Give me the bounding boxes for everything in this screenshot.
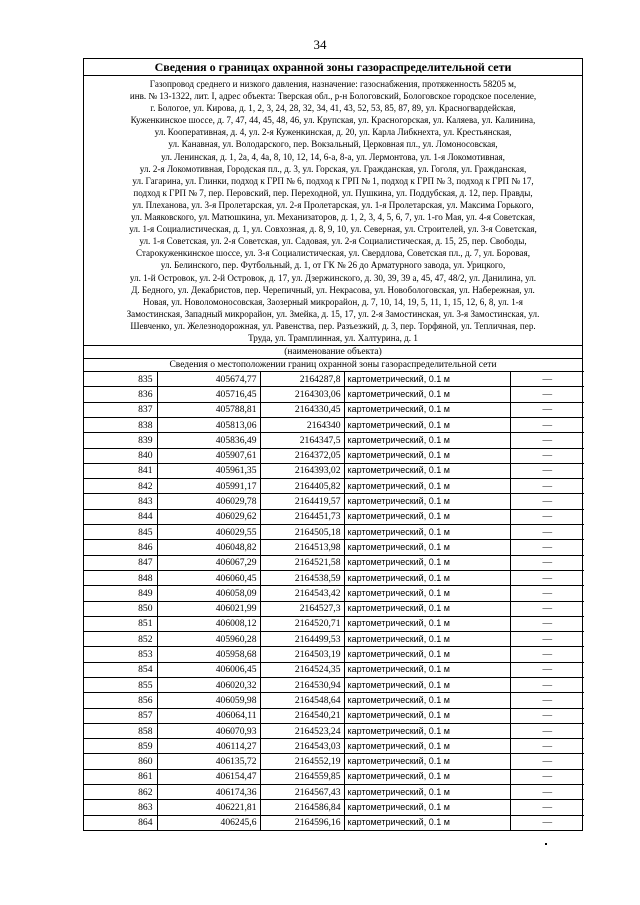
document-table-frame [83, 58, 583, 831]
y-coordinate-cell: 2164540,21 [260, 708, 344, 723]
description-line: ул. Ленинская, д. 1, 2а, 4, 4а, 8, 10, 12, 14, 6-а, 8-а, ул. Лермонтова, ул. 1-я Локомотивная, [161, 151, 505, 162]
description-line: ул. Канавная, ул. Володарского, пер. Вокзальный, Церковная пл., ул. Ломоносовская, [168, 139, 498, 150]
x-coordinate-cell: 406070,93 [157, 723, 260, 738]
y-coordinate-cell: 2164405,82 [260, 479, 344, 494]
point-number-cell: 852 [84, 632, 157, 647]
x-coordinate-cell: 405716,45 [157, 387, 260, 402]
method-cell: картометрический, 0.1 м [344, 586, 510, 601]
point-number-cell: 837 [84, 402, 157, 417]
error-cell: — [510, 647, 584, 662]
x-coordinate-cell: 406029,55 [157, 525, 260, 540]
error-cell: — [510, 570, 584, 585]
table-row [84, 448, 584, 463]
error-cell: — [510, 601, 584, 616]
y-coordinate-cell: 2164527,3 [260, 601, 344, 616]
x-coordinate-cell: 406245,6 [157, 815, 260, 830]
y-coordinate-cell: 2164552,19 [260, 754, 344, 769]
x-coordinate-cell: 405674,77 [157, 372, 260, 387]
method-cell: картометрический, 0.1 м [344, 494, 510, 509]
error-cell: — [510, 448, 584, 463]
y-coordinate-cell: 2164513,98 [260, 540, 344, 555]
method-cell: картометрический, 0.1 м [344, 800, 510, 815]
method-cell: картометрический, 0.1 м [344, 417, 510, 432]
y-coordinate-cell: 2164451,73 [260, 509, 344, 524]
method-cell: картометрический, 0.1 м [344, 632, 510, 647]
method-cell: картометрический, 0.1 м [344, 402, 510, 417]
method-cell: картометрический, 0.1 м [344, 555, 510, 570]
y-coordinate-cell: 2164543,42 [260, 586, 344, 601]
table-row [84, 647, 584, 662]
method-cell: картометрический, 0.1 м [344, 708, 510, 723]
page-number: 34 [313, 37, 327, 52]
error-cell: — [510, 785, 584, 800]
x-coordinate-cell: 406021,99 [157, 601, 260, 616]
y-coordinate-cell: 2164499,53 [260, 632, 344, 647]
method-cell: картометрический, 0.1 м [344, 616, 510, 631]
point-number-cell: 855 [84, 678, 157, 693]
table-row [84, 815, 584, 830]
table-row [84, 601, 584, 616]
method-cell: картометрический, 0.1 м [344, 785, 510, 800]
table-row [84, 632, 584, 647]
table-row [84, 402, 584, 417]
point-number-cell: 843 [84, 494, 157, 509]
y-coordinate-cell: 2164372,05 [260, 448, 344, 463]
description-line: ул. Кооперативная, д. 4, ул. 2-я Куженкинская, д. 20, ул. Карла Либкнехта, ул. Крестьянская, [154, 127, 512, 138]
method-cell: картометрический, 0.1 м [344, 509, 510, 524]
table-row [84, 785, 584, 800]
point-number-cell: 850 [84, 601, 157, 616]
table-row [84, 540, 584, 555]
object-description [84, 76, 582, 345]
point-number-cell: 845 [84, 525, 157, 540]
point-number-cell: 839 [84, 433, 157, 448]
y-coordinate-cell: 2164567,43 [260, 785, 344, 800]
y-coordinate-cell: 2164548,64 [260, 693, 344, 708]
y-coordinate-cell: 2164520,71 [260, 616, 344, 631]
method-cell: картометрический, 0.1 м [344, 570, 510, 585]
y-coordinate-cell: 2164505,18 [260, 525, 344, 540]
point-number-cell: 849 [84, 586, 157, 601]
x-coordinate-cell: 406060,45 [157, 570, 260, 585]
error-cell: — [510, 616, 584, 631]
error-cell: — [510, 463, 584, 478]
point-number-cell: 858 [84, 723, 157, 738]
error-cell: — [510, 540, 584, 555]
x-coordinate-cell: 406029,78 [157, 494, 260, 509]
x-coordinate-cell: 406029,62 [157, 509, 260, 524]
y-coordinate-cell: 2164330,45 [260, 402, 344, 417]
table-row [84, 739, 584, 754]
method-cell: картометрический, 0.1 м [344, 448, 510, 463]
x-coordinate-cell: 406064,11 [157, 708, 260, 723]
x-coordinate-cell: 406221,81 [157, 800, 260, 815]
point-number-cell: 861 [84, 769, 157, 784]
description-line: подход к ГРП № 7, пер. Перовский, пер. Переходной, ул. Пушкина, ул. Поддубская, д. 12, пер. Правды, [133, 187, 533, 198]
x-coordinate-cell: 406114,27 [157, 739, 260, 754]
y-coordinate-cell: 2164340 [260, 417, 344, 432]
error-cell: — [510, 800, 584, 815]
description-line: ул. Гагарина, ул. Глинки, подход к ГРП № 6, подход к ГРП № 1, подход к ГРП № 3, подход к ГРП № 17, [132, 175, 534, 186]
table-row [84, 417, 584, 432]
description-line: ул. 1-я Советская, ул. 2-я Советская, ул. Садовая, ул. 2-я Социалистическая, д. 15, 25, пер. Свободы, [139, 236, 527, 247]
error-cell: — [510, 662, 584, 677]
method-cell: картометрический, 0.1 м [344, 433, 510, 448]
x-coordinate-cell: 406067,29 [157, 555, 260, 570]
x-coordinate-cell: 406006,45 [157, 662, 260, 677]
description-line: ул. 1-я Социалистическая, д. 1, ул. Совхозная, д. 8, 9, 10, ул. Северная, ул. Строителей, ул. 3-я Советская, [129, 224, 537, 235]
section-title: Сведения о границах охранной зоны газораспределительной сети [84, 59, 582, 76]
method-cell: картометрический, 0.1 м [344, 723, 510, 738]
x-coordinate-cell: 405961,35 [157, 463, 260, 478]
x-coordinate-cell: 406048,82 [157, 540, 260, 555]
method-cell: картометрический, 0.1 м [344, 387, 510, 402]
description-line: Газопровод среднего и низкого давления, назначение: газоснабжения, протяженность 58205 м, [149, 79, 517, 89]
y-coordinate-cell: 2164538,59 [260, 570, 344, 585]
point-number-cell: 857 [84, 708, 157, 723]
table-row [84, 693, 584, 708]
y-coordinate-cell: 2164530,94 [260, 678, 344, 693]
x-coordinate-cell: 405960,28 [157, 632, 260, 647]
description-line: Д. Бедного, ул. Декабристов, пер. Черепичный, ул. Некрасова, ул. Новобологовская, ул. Набережная, ул. [131, 284, 535, 295]
y-coordinate-cell: 2164596,16 [260, 815, 344, 830]
error-cell: — [510, 769, 584, 784]
method-cell: картометрический, 0.1 м [344, 647, 510, 662]
table-row [84, 708, 584, 723]
error-cell: — [510, 723, 584, 738]
description-line: Замостинская, Западный микрорайон, ул. Змейка, д. 15, 17, ул. 2-я Замостинская, ул. 3-я Замостинская, ул. [126, 308, 540, 319]
method-cell: картометрический, 0.1 м [344, 525, 510, 540]
point-number-cell: 844 [84, 509, 157, 524]
error-cell: — [510, 555, 584, 570]
table-row [84, 525, 584, 540]
method-cell: картометрический, 0.1 м [344, 815, 510, 830]
error-cell: — [510, 372, 584, 387]
point-number-cell: 863 [84, 800, 157, 815]
y-coordinate-cell: 2164287,8 [260, 372, 344, 387]
error-cell: — [510, 509, 584, 524]
point-number-cell: 847 [84, 555, 157, 570]
x-coordinate-cell: 405836,49 [157, 433, 260, 448]
point-number-cell: 846 [84, 540, 157, 555]
description-line: Труда, ул. Трамплинная, ул. Халтурина, д. 1 [248, 332, 418, 343]
point-number-cell: 841 [84, 463, 157, 478]
x-coordinate-cell: 406008,12 [157, 616, 260, 631]
point-number-cell: 862 [84, 785, 157, 800]
table-row [84, 586, 584, 601]
x-coordinate-cell: 406058,09 [157, 586, 260, 601]
table-row [84, 509, 584, 524]
error-cell: — [510, 678, 584, 693]
x-coordinate-cell: 406135,72 [157, 754, 260, 769]
description-line: Куженкинское шоссе, д. 7, 47, 44, 45, 48, 46, ул. Крупская, ул. Красногорская, ул. Каляева, ул. Калинина, [130, 115, 536, 126]
error-cell: — [510, 754, 584, 769]
y-coordinate-cell: 2164393,02 [260, 463, 344, 478]
error-cell: — [510, 479, 584, 494]
description-line: ул. Плеханова, ул. 3-я Пролетарская, ул. 2-я Пролетарская, ул. 1-я Пролетарская, ул. Максима Горького, [132, 199, 534, 210]
method-cell: картометрический, 0.1 м [344, 479, 510, 494]
y-coordinate-cell: 2164524,35 [260, 662, 344, 677]
x-coordinate-cell: 405991,17 [157, 479, 260, 494]
error-cell: — [510, 632, 584, 647]
point-number-cell: 851 [84, 616, 157, 631]
error-cell: — [510, 586, 584, 601]
error-cell: — [510, 815, 584, 830]
error-cell: — [510, 525, 584, 540]
x-coordinate-cell: 406059,98 [157, 693, 260, 708]
location-caption: Сведения о местоположении границ охранной зоны газораспределительной сети [84, 358, 582, 371]
point-number-cell: 835 [84, 372, 157, 387]
x-coordinate-cell: 405788,81 [157, 402, 260, 417]
description-line: ул. 2-я Локомотивная, Городская пл., д. 3, ул. Горская, ул. Гражданская, ул. Гоголя, ул. Гражданская, [139, 163, 527, 174]
point-number-cell: 853 [84, 647, 157, 662]
description-line: Новая, ул. Новоломоносовская, Заозерный микрорайон, д. 7, 10, 14, 19, 5, 11, 1, 15, 12, 6, 8, ул. 1-я [143, 296, 523, 307]
x-coordinate-cell: 406174,36 [157, 785, 260, 800]
method-cell: картометрический, 0.1 м [344, 601, 510, 616]
description-line: ул. Белинского, пер. Футбольный, д. 1, от ГК № 26 до Арматурного завода, ул. Урицкого, [160, 260, 506, 271]
error-cell: — [510, 739, 584, 754]
table-row [84, 555, 584, 570]
description-line: г. Бологое, ул. Кирова, д. 1, 2, 3, 24, 28, 32, 34, 41, 43, 52, 53, 85, 87, 89, ул. Красногвардейская, [150, 103, 516, 114]
y-coordinate-cell: 2164586,84 [260, 800, 344, 815]
table-row [84, 570, 584, 585]
table-row [84, 372, 584, 387]
description-line: ул. 1-й Островок, ул. 2-й Островок, д. 17, ул. Дзержинского, д. 30, 39, 39 а, 45, 47, 48/2, ул. Данилина, ул. [129, 272, 537, 283]
point-number-cell: 860 [84, 754, 157, 769]
speck-mark [545, 843, 547, 845]
table-row [84, 754, 584, 769]
point-number-cell: 864 [84, 815, 157, 830]
x-coordinate-cell: 406020,32 [157, 678, 260, 693]
table-row [84, 387, 584, 402]
x-coordinate-cell: 405958,68 [157, 647, 260, 662]
table-row [84, 678, 584, 693]
error-cell: — [510, 417, 584, 432]
description-line: инв. № 13-1322, лит. I, адрес объекта: Тверская обл., р-н Бологовский, Бологовское городское поселение, [129, 91, 537, 102]
point-number-cell: 838 [84, 417, 157, 432]
description-line: ул. Маяковского, ул. Матюшкина, ул. Механизаторов, д. 1, 2, 3, 4, 5, 6, 7, ул. 1-го Мая, ул. 4-я Советская, [131, 212, 535, 223]
error-cell: — [510, 708, 584, 723]
method-cell: картометрический, 0.1 м [344, 372, 510, 387]
error-cell: — [510, 494, 584, 509]
y-coordinate-cell: 2164347,5 [260, 433, 344, 448]
method-cell: картометрический, 0.1 м [344, 463, 510, 478]
description-line: Шевченко, ул. Железнодорожная, ул. Равенства, пер. Разъезжий, д. 3, пер. Торфяной, ул. Тепличная, пер. [130, 320, 536, 331]
error-cell: — [510, 433, 584, 448]
y-coordinate-cell: 2164419,57 [260, 494, 344, 509]
error-cell: — [510, 387, 584, 402]
y-coordinate-cell: 2164543,03 [260, 739, 344, 754]
method-cell: картометрический, 0.1 м [344, 754, 510, 769]
point-number-cell: 842 [84, 479, 157, 494]
point-number-cell: 859 [84, 739, 157, 754]
table-row [84, 433, 584, 448]
point-number-cell: 854 [84, 662, 157, 677]
method-cell: картометрический, 0.1 м [344, 739, 510, 754]
x-coordinate-cell: 405907,61 [157, 448, 260, 463]
coordinates-table [84, 371, 584, 830]
table-row [84, 769, 584, 784]
point-number-cell: 848 [84, 570, 157, 585]
x-coordinate-cell: 405813,06 [157, 417, 260, 432]
y-coordinate-cell: 2164521,58 [260, 555, 344, 570]
y-coordinate-cell: 2164559,85 [260, 769, 344, 784]
y-coordinate-cell: 2164523,24 [260, 723, 344, 738]
method-cell: картометрический, 0.1 м [344, 693, 510, 708]
error-cell: — [510, 402, 584, 417]
table-row [84, 463, 584, 478]
method-cell: картометрический, 0.1 м [344, 662, 510, 677]
point-number-cell: 836 [84, 387, 157, 402]
method-cell: картометрический, 0.1 м [344, 769, 510, 784]
method-cell: картометрический, 0.1 м [344, 540, 510, 555]
method-cell: картометрический, 0.1 м [344, 678, 510, 693]
x-coordinate-cell: 406154,47 [157, 769, 260, 784]
table-row [84, 616, 584, 631]
y-coordinate-cell: 2164503,19 [260, 647, 344, 662]
object-name-caption: (наименование объекта) [84, 345, 582, 358]
table-row [84, 800, 584, 815]
y-coordinate-cell: 2164303,06 [260, 387, 344, 402]
table-row [84, 723, 584, 738]
error-cell: — [510, 693, 584, 708]
table-row [84, 479, 584, 494]
point-number-cell: 840 [84, 448, 157, 463]
point-number-cell: 856 [84, 693, 157, 708]
description-line: Старокуженкинское шоссе, ул. 3-я Социалистическая, ул. Свердлова, Советская пл., д. 7, ул. Боровая, [135, 248, 531, 259]
table-row [84, 494, 584, 509]
table-row [84, 662, 584, 677]
